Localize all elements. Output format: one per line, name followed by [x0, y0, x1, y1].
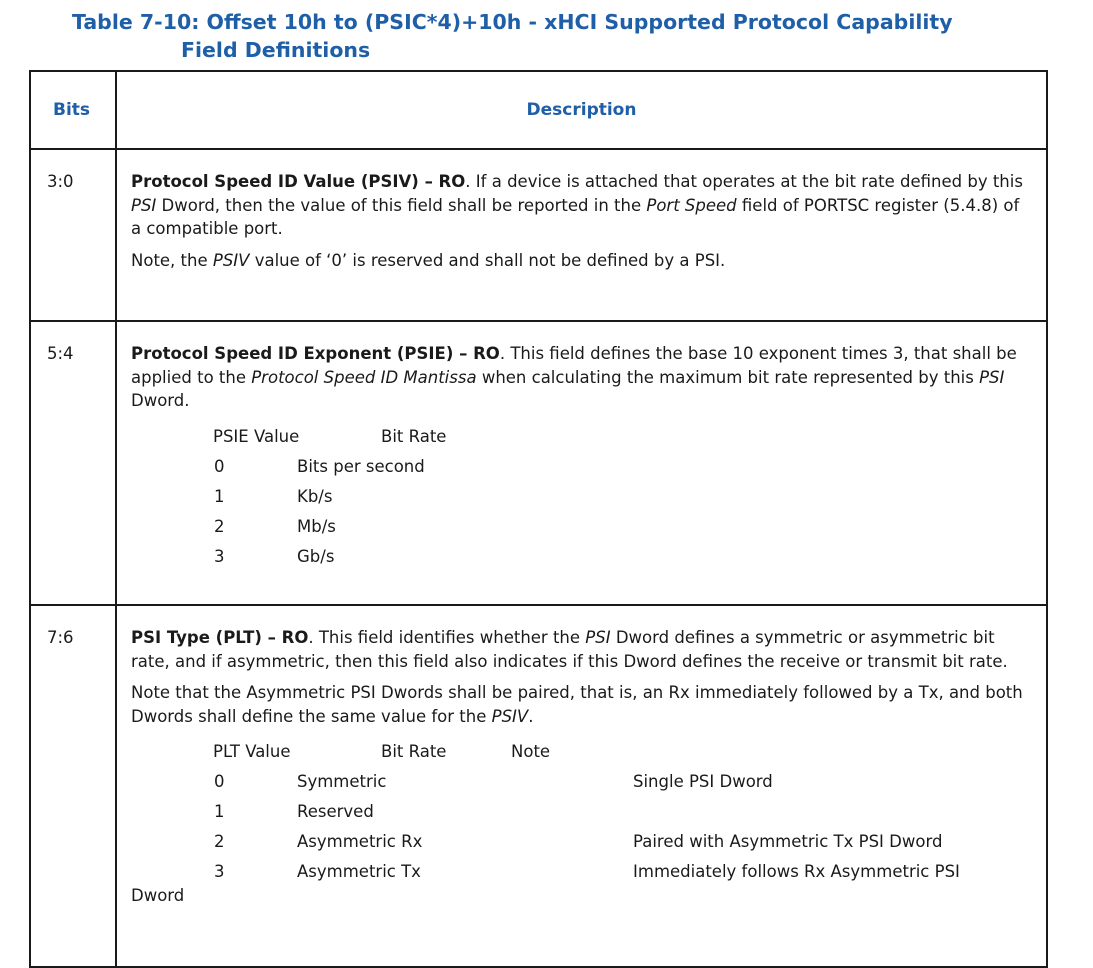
field-name: Protocol Speed ID Exponent (PSIE) – RO: [131, 344, 500, 363]
table-row: [30, 321, 1047, 605]
trailing-text: Dword: [131, 886, 185, 905]
list-item: 0 Symmetric Single PSI Dword: [214, 772, 773, 791]
list-item: 1 Reserved: [214, 802, 374, 821]
description-cell: [116, 605, 1047, 967]
field-name: PSI Type (PLT) – RO: [131, 628, 309, 647]
table-title-line2: Field Definitions: [181, 38, 371, 62]
note-paragraph: Note, the PSIV value of ‘0’ is reserved and shall not be defined by a PSI.: [131, 250, 726, 270]
description-paragraph: Protocol Speed ID Exponent (PSIE) – RO. This field defines the base 10 exponent times 3, that shall be applied to the Protocol Speed ID Mantissa when calculating the maximum bit rate represented by this PSI Dword.: [131, 344, 1017, 410]
list-item: 2 Mb/s: [214, 516, 336, 536]
description-header: Description: [116, 71, 1047, 149]
table-title: [72, 8, 1087, 64]
description-cell: [116, 321, 1047, 605]
field-name: Protocol Speed ID Value (PSIV) – RO: [131, 172, 466, 191]
list-item: 1 Kb/s: [214, 486, 333, 506]
note-heading: Note: [511, 742, 551, 761]
header-row: [30, 71, 1047, 149]
plt-subtable-header: [131, 736, 1028, 766]
description-paragraph: PSI Type (PLT) – RO. This field identifies whether the PSI Dword defines a symmetric or asymmetric bit rate, and if asymmetric, then this field also indicates if this Dword defines the receive or transmit bit rate.: [131, 628, 1008, 671]
plt-value-heading: PLT Value: [213, 742, 291, 761]
note-paragraph: Note that the Asymmetric PSI Dwords shall be paired, that is, an Rx immediately followed by a Tx, and both Dwords shall define the same value for the PSIV.: [131, 683, 1023, 726]
description-paragraph: Protocol Speed ID Value (PSIV) – RO. If a device is attached that operates at the bit rate defined by this PSI Dword, then the value of this field shall be reported in the Port Speed field of PORTSC register (5.4.8) of a compatible port.: [131, 172, 1023, 238]
table-row: [30, 605, 1047, 967]
bits-cell: 7:6: [30, 605, 116, 967]
bits-header: Bits: [30, 71, 116, 149]
psie-subtable-header: [131, 421, 1028, 451]
bits-cell: 5:4: [30, 321, 116, 605]
list-item: 2 Asymmetric Rx Paired with Asymmetric Tx PSI Dword: [214, 832, 943, 851]
list-item: 3 Asymmetric Tx Immediately follows Rx Asymmetric PSI: [214, 862, 960, 881]
psie-value-heading: PSIE Value: [213, 426, 300, 446]
field-definitions-table: [29, 70, 1048, 968]
table-row: [30, 149, 1047, 321]
bit-rate-heading: Bit Rate: [381, 426, 447, 446]
bits-cell: 3:0: [30, 149, 116, 321]
description-cell: [116, 149, 1047, 321]
list-item: 3 Gb/s: [214, 546, 335, 566]
table-title-line1: Table 7-10: Offset 10h to (PSIC*4)+10h - xHCI Supported Protocol Capability: [72, 10, 953, 34]
list-item: 0 Bits per second: [214, 456, 425, 476]
bit-rate-heading: Bit Rate: [381, 742, 447, 761]
